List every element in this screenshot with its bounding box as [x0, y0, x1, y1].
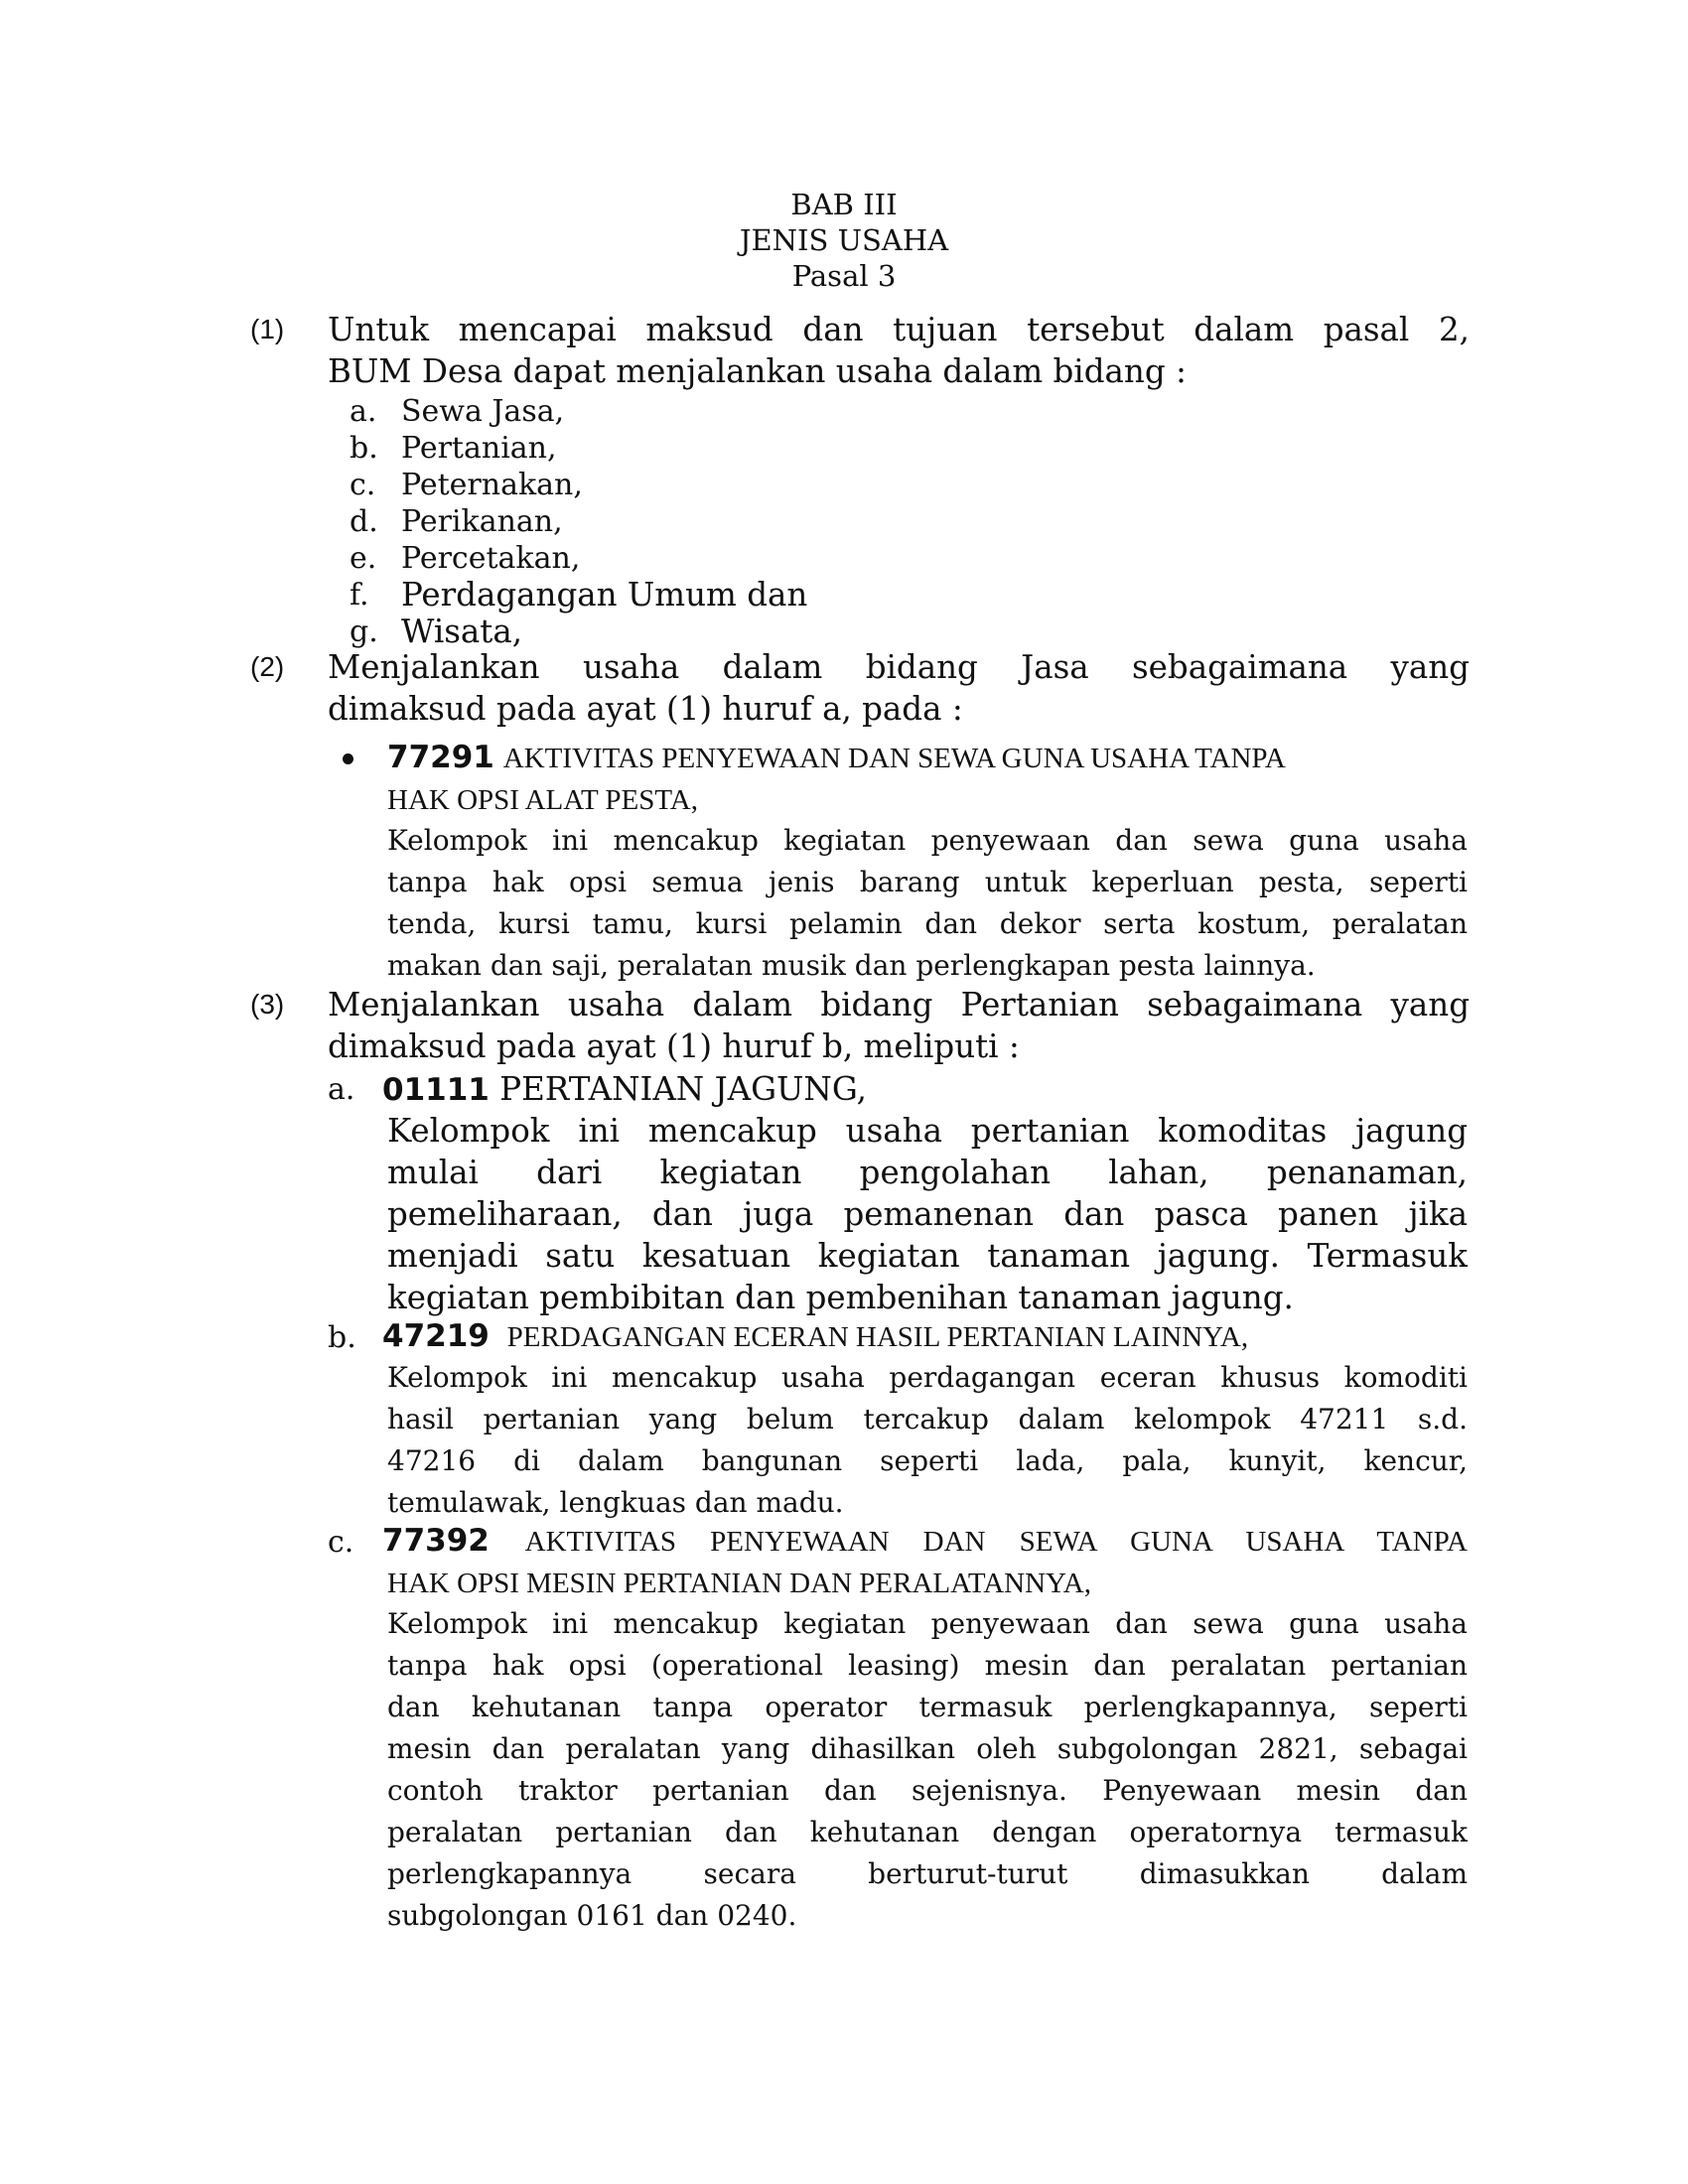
- list-item-label: e.: [350, 541, 377, 576]
- list-item-label: b.: [350, 431, 378, 466]
- item-label: a.: [328, 1072, 355, 1107]
- desc-line: dan kehutanan tanpa operator termasuk perlengkapannya, seperti: [387, 1691, 1468, 1723]
- para2-entry-title: [387, 737, 1460, 821]
- desc-line: Kelompok ini mencakup usaha pertanian komoditas jagung: [387, 1112, 1468, 1150]
- desc-line: perlengkapannya secara berturut-turut dimasukkan dalam: [387, 1857, 1468, 1890]
- list-item-label: f.: [350, 578, 369, 613]
- desc-line: Kelompok ini mencakup kegiatan penyewaan dan sewa guna usaha: [387, 1607, 1468, 1640]
- para3-line: Menjalankan usaha dalam bidang Pertanian sebagaimana yang: [328, 986, 1470, 1024]
- article-heading: Pasal 3: [791, 259, 897, 293]
- item-c-description: [387, 1603, 1468, 1937]
- kbli-title: HAK OPSI MESIN PERTANIAN DAN PERALATANNYA,: [387, 1568, 1091, 1599]
- bullet-marker: [343, 753, 353, 764]
- desc-line: makan dan saji, peralatan musik dan perlengkapan pesta lainnya.: [387, 949, 1316, 982]
- list-item-text: Percetakan,: [401, 541, 581, 576]
- desc-line: mulai dari kegiatan pengolahan lahan, penanaman,: [387, 1154, 1468, 1191]
- item-label: b.: [328, 1320, 356, 1355]
- kbli-code: 47219: [382, 1318, 490, 1354]
- item-c-title: [382, 1520, 1468, 1604]
- desc-line: pemeliharaan, dan juga pemanenan dan pasca panen jika: [387, 1195, 1468, 1233]
- item-a-title: [382, 1068, 867, 1111]
- item-a-description: [387, 1110, 1468, 1318]
- kbli-title: AKTIVITAS PENYEWAAN DAN SEWA GUNA USAHA TANPA: [502, 743, 1286, 774]
- desc-line: tenda, kursi tamu, kursi pelamin dan dekor serta kostum, peralatan: [387, 907, 1468, 940]
- kbli-code: 77291: [387, 740, 494, 775]
- list-item-text: Perikanan,: [401, 504, 563, 539]
- desc-line: temulawak, lengkuas dan madu.: [387, 1486, 844, 1519]
- para1-text: [328, 309, 1470, 392]
- para2-text: [328, 646, 1470, 730]
- para1-line: Untuk mencapai maksud dan tujuan tersebut dalam pasal 2,: [328, 311, 1470, 348]
- para2-line: dimaksud pada ayat (1) huruf a, pada :: [328, 690, 963, 728]
- desc-line: mesin dan peralatan yang dihasilkan oleh subgolongan 2821, sebagai: [387, 1732, 1468, 1765]
- para1-number: (1): [250, 314, 285, 344]
- list-item-text: Sewa Jasa,: [401, 394, 565, 429]
- desc-line: kegiatan pembibitan dan pembenihan tanaman jagung.: [387, 1279, 1294, 1316]
- list-item-text: Wisata,: [401, 613, 523, 650]
- kbli-title: AKTIVITAS PENYEWAAN DAN SEWA GUNA USAHA TANPA: [524, 1526, 1469, 1558]
- chapter-heading: BAB III: [790, 188, 898, 221]
- para2-entry-description: [387, 820, 1468, 987]
- desc-line: Kelompok ini mencakup kegiatan penyewaan dan sewa guna usaha: [387, 824, 1468, 857]
- desc-line: contoh traktor pertanian dan sejenisnya. Penyewaan mesin dan: [387, 1774, 1468, 1807]
- list-item-text: Peternakan,: [401, 468, 583, 502]
- para1-line: BUM Desa dapat menjalankan usaha dalam bidang :: [328, 352, 1187, 390]
- para3-number: (3): [250, 989, 285, 1020]
- list-item-label: d.: [350, 504, 378, 539]
- item-b-description: [387, 1357, 1468, 1524]
- kbli-title: HAK OPSI ALAT PESTA,: [387, 784, 698, 816]
- kbli-title: PERDAGANGAN ECERAN HASIL PERTANIAN LAINNYA,: [506, 1321, 1249, 1353]
- list-item-label: g.: [350, 614, 378, 649]
- desc-line: menjadi satu kesatuan kegiatan tanaman jagung. Termasuk: [387, 1237, 1468, 1275]
- para3-text: [328, 984, 1470, 1067]
- para2-line: Menjalankan usaha dalam bidang Jasa sebagaimana yang: [328, 648, 1470, 686]
- kbli-title: PERTANIAN JAGUNG,: [499, 1070, 868, 1108]
- desc-line: peralatan pertanian dan kehutanan dengan operatornya termasuk: [387, 1816, 1468, 1848]
- desc-line: 47216 di dalam bangunan seperti lada, pala, kunyit, kencur,: [387, 1444, 1468, 1477]
- desc-line: tanpa hak opsi (operational leasing) mesin dan peralatan pertanian: [387, 1649, 1468, 1682]
- list-item-label: c.: [350, 468, 376, 502]
- chapter-title: JENIS USAHA: [739, 223, 949, 257]
- list-item-text: Perdagangan Umum dan: [401, 576, 808, 614]
- item-b-title: [382, 1315, 1248, 1358]
- list-item-label: a.: [350, 394, 377, 429]
- para2-number: (2): [250, 651, 285, 682]
- kbli-code: 77392: [382, 1523, 490, 1559]
- desc-line: hasil pertanian yang belum tercakup dalam kelompok 47211 s.d.: [387, 1403, 1468, 1435]
- desc-line: subgolongan 0161 dan 0240.: [387, 1899, 797, 1932]
- list-item-text: Pertanian,: [401, 431, 557, 466]
- desc-line: Kelompok ini mencakup usaha perdagangan eceran khusus komoditi: [387, 1361, 1468, 1394]
- item-label: c.: [328, 1525, 354, 1560]
- desc-line: tanpa hak opsi semua jenis barang untuk keperluan pesta, seperti: [387, 866, 1468, 898]
- para3-line: dimaksud pada ayat (1) huruf b, meliputi :: [328, 1027, 1020, 1065]
- kbli-code: 01111: [382, 1072, 490, 1108]
